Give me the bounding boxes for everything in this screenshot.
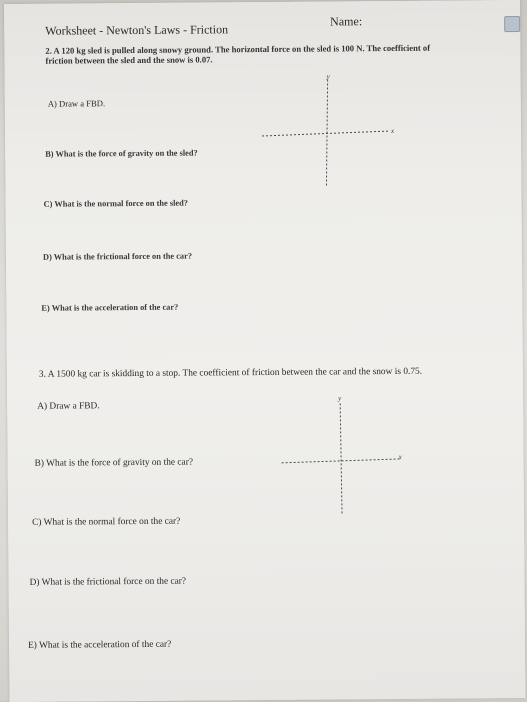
problem-2-question-c: C) What is the normal force on the sled? [43, 198, 189, 209]
problem-3-y-axis-label: y [338, 394, 342, 403]
problem-3-fbd-axes [279, 395, 410, 516]
problem-2-question-b: B) What is the force of gravity on the sled? [45, 148, 198, 159]
problem-2-question-a: A) Draw a FBD. [47, 98, 106, 109]
problem-3-statement: 3. A 1500 kg car is skidding to a stop. The coefficient of friction between the car and the snow is 0.75. [38, 366, 423, 380]
problem-3-question-a: A) Draw a FBD. [37, 401, 100, 412]
worksheet-title: Worksheet - Newton's Laws - Friction [45, 22, 229, 38]
page-corner-tab [504, 16, 520, 32]
problem-2-x-axis-label: x [390, 126, 395, 135]
problem-3-question-b: B) What is the force of gravity on the car? [34, 457, 194, 469]
problem-3-y-axis [340, 403, 342, 513]
problem-2-statement-line-2: friction between the sled and the snow is 0.07. [45, 54, 213, 66]
worksheet-page [4, 0, 525, 702]
problem-2-question-d: D) What is the frictional force on the car? [42, 251, 193, 262]
problem-2-x-axis [262, 131, 390, 136]
problem-2-question-e: E) What is the acceleration of the car? [41, 302, 179, 313]
problem-3-x-axis-label: x [398, 452, 402, 461]
problem-3-question-e: E) What is the acceleration of the car? [28, 639, 172, 651]
problem-2-statement-line-1: 2. A 120 kg sled is pulled along snowy ground. The horizontal force on the sled is 100 N. The coefficient of [45, 42, 431, 56]
problem-2-statement [45, 44, 430, 67]
problem-2-y-axis-label: y [326, 72, 330, 81]
problem-2-fbd-axes [260, 71, 401, 192]
problem-3-question-c: C) What is the normal force on the car? [32, 516, 181, 528]
problem-3-question-d: D) What is the frictional force on the car? [29, 576, 187, 588]
name-label: Name: [330, 14, 363, 29]
